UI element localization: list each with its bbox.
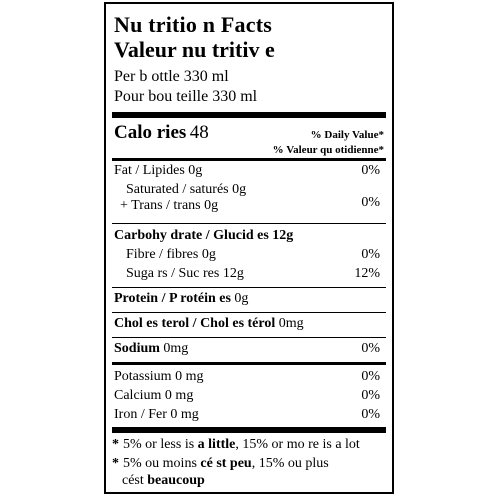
sodium-value: 0mg: [163, 341, 189, 356]
potassium-label: Potassium 0 mg: [114, 369, 204, 384]
divider-thick: [112, 427, 386, 433]
iron-label: Iron / Fer 0 mg: [114, 407, 199, 422]
daily-value-header-english: % Daily Value*: [310, 129, 384, 141]
nutrition-facts-panel: [104, 2, 394, 494]
divider: [112, 312, 386, 313]
footnote-english: * 5% or less is a little, 15% or mo re is a lot: [112, 437, 360, 452]
trans-label: + Trans / trans 0g: [120, 198, 219, 213]
cholesterol-row: [114, 316, 384, 332]
divider-thick: [112, 112, 386, 118]
protein-value: 0g: [234, 291, 249, 306]
sodium-percent: 0%: [361, 341, 380, 356]
sugars-row: [126, 266, 384, 282]
daily-value-header-french: % Valeur qu otidienne*: [272, 144, 384, 156]
divider: [112, 337, 386, 338]
potassium-percent: 0%: [361, 369, 380, 384]
serving-size-french: Pour bou teille 330 ml: [114, 88, 258, 105]
sugars-percent: 12%: [354, 266, 380, 281]
potassium-row: [114, 369, 384, 385]
fat-label: Fat / Lipides 0g: [114, 163, 203, 178]
calcium-label: Calcium 0 mg: [114, 388, 194, 403]
footnote-asterisk: *: [112, 456, 119, 471]
footnote-french: * 5% ou moins cé st peu, 15% ou plus: [112, 456, 329, 471]
carbohydrate-label: Carbohy drate / Glucid es 12g: [114, 228, 294, 243]
fat-row: [114, 163, 384, 179]
calories-label: Calo ries: [114, 122, 187, 143]
saturated-row: [126, 182, 384, 198]
calcium-percent: 0%: [361, 388, 380, 403]
saturated-label: Saturated / saturés 0g: [126, 182, 247, 197]
fibre-percent: 0%: [361, 247, 380, 262]
title-english: Nu tritio n Facts: [114, 12, 272, 37]
trans-row: [120, 195, 384, 214]
title-french: Valeur nu tritiv e: [114, 37, 275, 62]
divider: [112, 287, 386, 288]
carbohydrate-row: [114, 228, 384, 244]
footnote-asterisk: *: [112, 437, 119, 452]
protein-row: [114, 291, 384, 307]
sugars-label: Suga rs / Suc res 12g: [126, 266, 244, 281]
fibre-row: [126, 247, 384, 263]
fat-percent: 0%: [361, 163, 380, 178]
divider-medium: [112, 158, 386, 161]
cholesterol-value: 0mg: [278, 316, 304, 331]
calories-value: 48: [189, 122, 209, 143]
fibre-label: Fibre / fibres 0g: [126, 247, 216, 262]
sodium-label: Sodium: [114, 341, 160, 356]
iron-percent: 0%: [361, 407, 380, 422]
trans-percent: 0%: [361, 195, 380, 210]
sodium-row: [114, 341, 384, 357]
divider: [112, 223, 386, 224]
protein-label: Protein / P rotéin es: [114, 291, 231, 306]
footnote-french-line2: cést beaucoup: [122, 473, 205, 488]
cholesterol-label: Chol es terol / Chol es térol: [114, 316, 276, 331]
divider-medium: [112, 362, 386, 365]
serving-size-english: Per b ottle 330 ml: [114, 68, 229, 85]
iron-row: [114, 407, 384, 423]
calcium-row: [114, 388, 384, 404]
